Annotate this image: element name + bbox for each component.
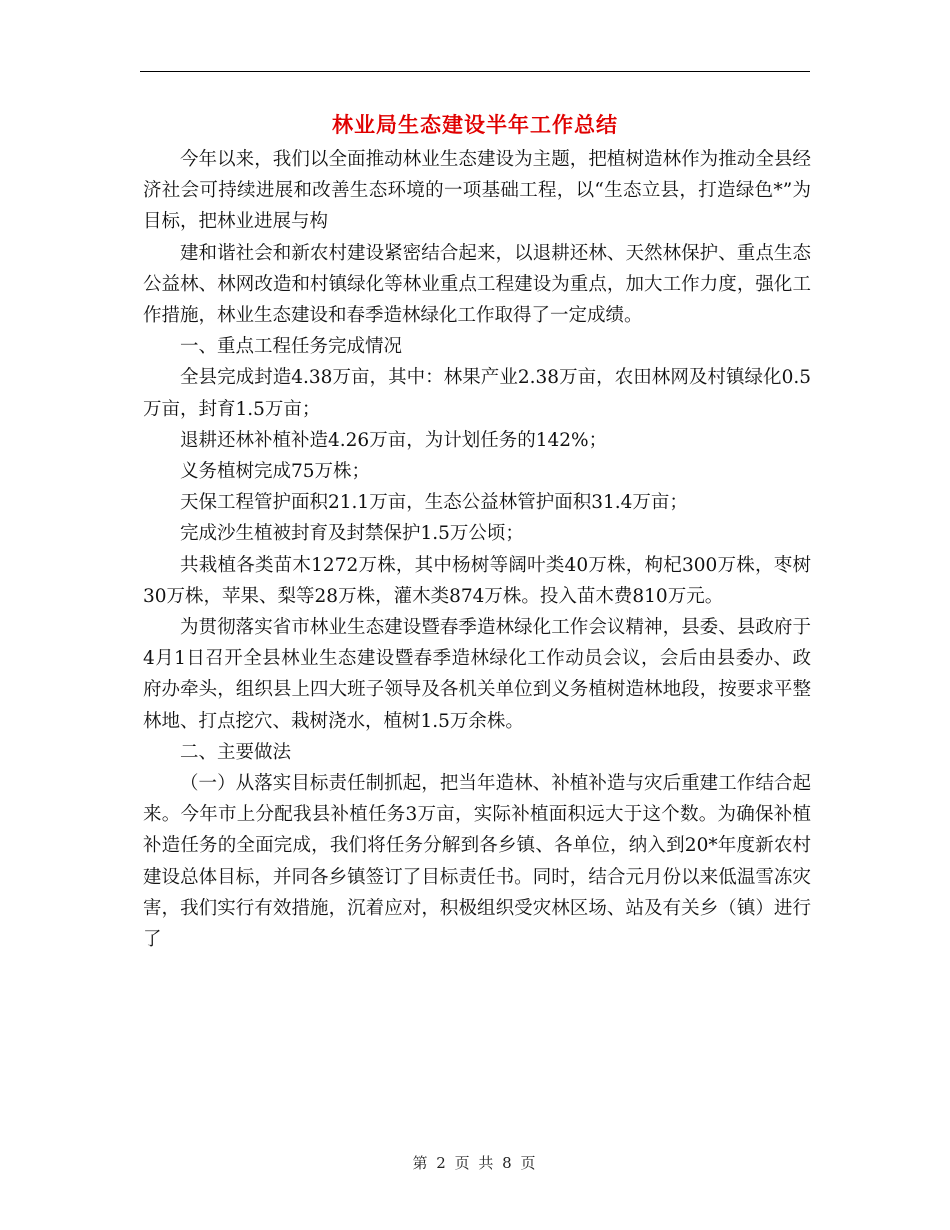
paragraph-sand-vegetation: 完成沙生植被封育及封禁保护1.5万公顷； bbox=[180, 523, 524, 545]
paragraph-voluntary-planting: 义务植树完成75万株； bbox=[180, 461, 371, 483]
header-rule bbox=[140, 71, 810, 72]
paragraph-seedlings: 共栽植各类苗木1272万株，其中杨树等阔叶类40万株，枸杞300万株，枣树30万株，苹果、梨等28万株，灌木类874万株。投入苗木费810万元。 bbox=[143, 554, 811, 607]
page-number: 第 2 页 共 8 页 bbox=[412, 1154, 538, 1172]
paragraph-forest-protection: 天保工程管护面积21.1万亩，生态公益林管护面积31.4万亩； bbox=[180, 492, 688, 514]
section-heading-1: 一、重点工程任务完成情况 bbox=[180, 336, 403, 358]
paragraph-responsibility: （一）从落实目标责任制抓起，把当年造林、补植补造与灾后重建工作结合起来。今年市上分配我县补植任务3万亩，实际补植面积远大于这个数。为确保补植补造任务的全面完成，我们将任务分解到各乡镇、各单位，纳入到20*年度新农村建设总体目标，并同各乡镇签订了目标责任书。同时，结合元月份以来低温雪冻灾害，我们实行有效措施，沉着应对，积极组织受灾林区场、站及有关乡（镇）进行了 bbox=[143, 773, 811, 951]
paragraph-afforestation-total: 全县完成封造4.38万亩，其中：林果产业2.38万亩，农田林网及村镇绿化0.5万亩，封育1.5万亩； bbox=[143, 367, 811, 420]
section-heading-2: 二、主要做法 bbox=[180, 741, 292, 763]
paragraph-intro: 今年以来，我们以全面推动林业生态建设为主题，把植树造林作为推动全县经济社会可持续进展和改善生态环境的一项基础工程，以“生态立县，打造绿色*”为目标，把林业进展与构 bbox=[143, 149, 811, 233]
document-body bbox=[143, 144, 811, 955]
paragraph-mobilization-meeting: 为贯彻落实省市林业生态建设暨春季造林绿化工作会议精神，县委、县政府于4月1日召开全县林业生态建设暨春季造林绿化工作动员会议，会后由县委办、政府办牵头，组织县上四大班子领导及各机关单位到义务植树造林地段，按要求平整林地、打点挖穴、栽树浇水，植树1.5万余株。 bbox=[143, 617, 811, 732]
paragraph-intro-continued: 建和谐社会和新农村建设紧密结合起来，以退耕还林、天然林保护、重点生态公益林、林网改造和村镇绿化等林业重点工程建设为重点，加大工作力度，强化工作措施，林业生态建设和春季造林绿化工作取得了一定成绩。 bbox=[143, 242, 811, 327]
paragraph-replanting: 退耕还林补植补造4.26万亩，为计划任务的142%； bbox=[180, 429, 608, 451]
document-title: 林业局生态建设半年工作总结 bbox=[332, 112, 618, 137]
